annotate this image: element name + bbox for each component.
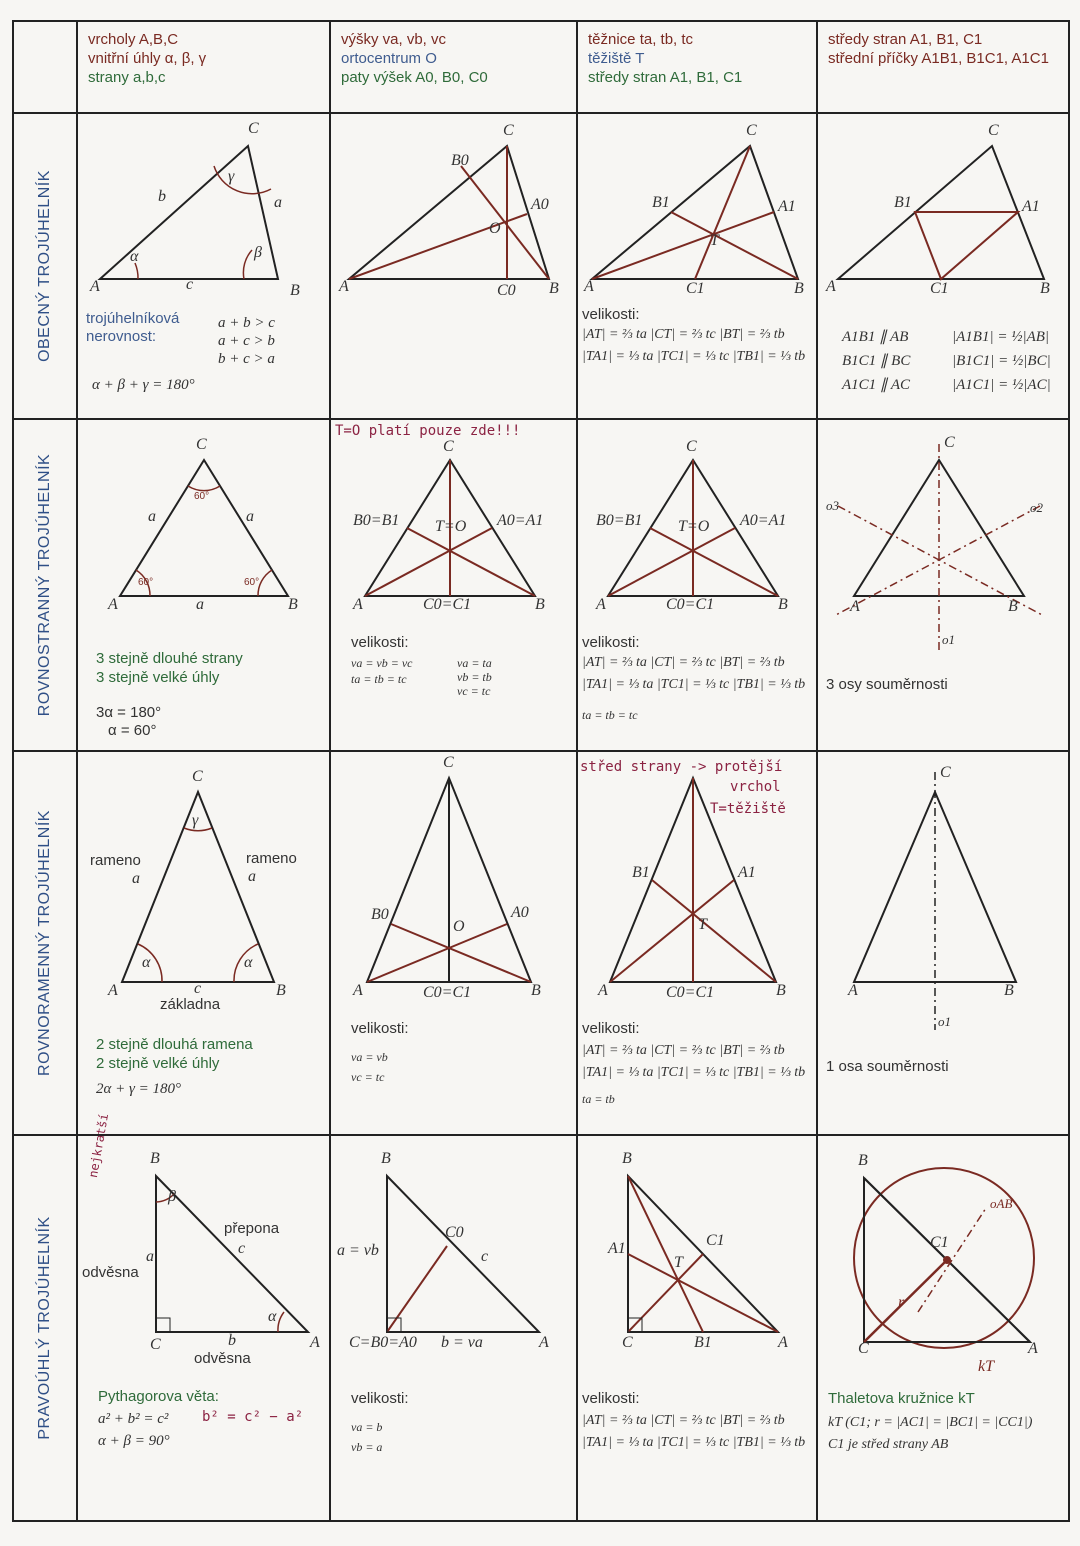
- side-c-label: c: [194, 980, 202, 997]
- vertex-b-label: B: [858, 1152, 868, 1169]
- header-line: těžnice ta, tb, tc: [588, 31, 694, 48]
- leg-label: odvěsna: [194, 1350, 251, 1367]
- radius-label: r: [898, 1294, 905, 1311]
- foot-a0-label: A0: [511, 904, 529, 921]
- centroid-ratio-2: |TA1| = ⅓ ta |TC1| = ⅓ tc |TB1| = ⅓ tb: [582, 1435, 806, 1450]
- row-isosceles: [13, 751, 1069, 1135]
- midpoint-c1-label: C1: [930, 1234, 949, 1251]
- axis-o1-label: o1: [938, 1014, 951, 1029]
- c0-c1-label: C0=C1: [666, 596, 715, 613]
- triangle-overview-sheet: [12, 20, 1068, 1520]
- vertex-c-label: C: [940, 764, 951, 781]
- leg-label-left: rameno: [90, 852, 141, 869]
- centroid-ratio-1: |AT| = ⅔ ta |CT| = ⅔ tc |BT| = ⅔ tb: [582, 327, 785, 342]
- vertex-b-label: B: [531, 982, 541, 999]
- midpoint-c1-label: C1: [686, 280, 705, 297]
- vertex-b-label: B: [549, 280, 559, 297]
- vertex-c-label: C: [746, 122, 757, 139]
- side-c-label: c: [481, 1248, 489, 1265]
- row-label-cell: [13, 751, 77, 1135]
- angle-equation: 2α + γ = 180°: [96, 1081, 182, 1097]
- symmetry-axes-text: 3 osy souměrnosti: [826, 676, 948, 693]
- vertex-b-label: B: [150, 1150, 160, 1167]
- header-medians: [577, 21, 817, 113]
- b-equals-va-label: b = va: [441, 1334, 483, 1351]
- inequality-2: a + c > b: [218, 333, 275, 349]
- midpoint-a1-label: A1: [778, 198, 796, 215]
- handwritten-note: vrchol: [730, 779, 781, 795]
- row-label: OBECNÝ TROJÚHELNÍK: [36, 170, 53, 362]
- equation-1: 3α = 180°: [96, 704, 162, 721]
- orthocenter-label: O: [453, 918, 465, 935]
- midpoint-b1-label: B1: [694, 1334, 712, 1351]
- vertex-a-label: A: [850, 598, 860, 615]
- vertex-c-label: C: [443, 754, 454, 771]
- general-heights-cell: [330, 113, 577, 419]
- vertex-a-label: A: [108, 982, 118, 999]
- equation-2: α = 60°: [108, 722, 157, 739]
- general-midlines-cell: [817, 113, 1069, 419]
- angle-60-label: 60°: [194, 491, 210, 502]
- centroid-ratio-2: |TA1| = ⅓ ta |TC1| = ⅓ tc |TB1| = ⅓ tb: [582, 349, 806, 364]
- axis-o3-label: o3: [826, 498, 839, 513]
- orthocenter-label: O: [489, 220, 501, 237]
- row-label-cell: [13, 1135, 77, 1521]
- vertex-a-label: A: [596, 596, 606, 613]
- isosceles-symmetry-cell: [817, 751, 1069, 1135]
- header-heights: [330, 21, 577, 113]
- sizes-title: velikosti:: [582, 1020, 640, 1037]
- midline-length-2: |B1C1| = ½|BC|: [952, 353, 1051, 369]
- side-c-label: c: [238, 1240, 246, 1257]
- vertex-a-label: A: [539, 1334, 549, 1351]
- vertex-a-label: A: [339, 278, 349, 295]
- header-line: vnitřní úhly α, β, γ: [88, 50, 207, 67]
- right-thales-cell: [817, 1135, 1069, 1521]
- b0-b1-label: B0=B1: [596, 512, 643, 529]
- right-triangle-diagram: [78, 1136, 331, 1386]
- centroid-ratio-2: |TA1| = ⅓ ta |TC1| = ⅓ tc |TB1| = ⅓ tb: [582, 677, 806, 692]
- circle-kt-label: kT: [978, 1358, 994, 1375]
- isosceles-medians-cell: [577, 751, 817, 1135]
- side-a-label: a: [248, 868, 256, 885]
- midpoint-a1-label: A1: [1022, 198, 1040, 215]
- header-general: [77, 21, 330, 113]
- vertex-c-label: C: [248, 120, 259, 137]
- hypotenuse-label: přepona: [224, 1220, 280, 1237]
- c0-c1-label: C0=C1: [423, 984, 472, 1001]
- centroid-ratio-1: |AT| = ⅔ ta |CT| = ⅔ tc |BT| = ⅔ tb: [582, 1413, 785, 1428]
- alpha-right-label: α: [244, 954, 253, 971]
- vertex-b-label: B: [1004, 982, 1014, 999]
- side-b-label: b: [228, 1332, 236, 1349]
- midpoint-b1-label: B1: [652, 194, 670, 211]
- sizes-title: velikosti:: [351, 634, 409, 651]
- isosceles-heights-cell: [330, 751, 577, 1135]
- height-eq-2: ta = tb = tc: [351, 672, 407, 686]
- vertex-c-label: C: [858, 1340, 869, 1357]
- axis-oab-label: oAB: [990, 1196, 1013, 1211]
- equal-legs-text: 2 stejně dlouhá ramena: [96, 1036, 253, 1053]
- general-medians-cell: [577, 113, 817, 419]
- vertex-b-label: B: [276, 982, 286, 999]
- triangle-table: [12, 20, 1070, 1522]
- midpoint-c1-label: C1: [706, 1232, 725, 1249]
- header-line: vrcholy A,B,C: [88, 31, 179, 48]
- parallel-2: B1C1 ∥ BC: [842, 353, 911, 369]
- equilateral-symmetry-cell: [817, 419, 1069, 751]
- vertex-c-label: C: [443, 438, 454, 455]
- thales-title: Thaletova kružnice kT: [828, 1390, 975, 1407]
- midline-length-3: |A1C1| = ½|AC|: [952, 377, 1051, 393]
- beta-label: β: [168, 1188, 176, 1205]
- a0-a1-label: A0=A1: [740, 512, 787, 529]
- equilateral-basic-cell: [77, 419, 330, 751]
- sizes-title: velikosti:: [582, 306, 640, 323]
- vertex-a-label: A: [778, 1334, 788, 1351]
- sizes-title: velikosti:: [582, 634, 640, 651]
- sizes-title: velikosti:: [582, 1390, 640, 1407]
- height-eq-1: va = vb: [351, 1050, 388, 1064]
- height-eq-2: vb = a: [351, 1440, 383, 1454]
- side-b-label: b: [158, 188, 166, 205]
- symmetry-axis-text: 1 osa souměrnosti: [826, 1058, 949, 1075]
- midpoint-c1-label: C1: [930, 280, 949, 297]
- midline-length-1: |A1B1| = ½|AB|: [952, 329, 1050, 345]
- foot-b0-label: B0: [371, 906, 389, 923]
- header-line: střední příčky A1B1, B1C1, A1C1: [828, 50, 1049, 67]
- header-line: středy stran A1, B1, C1: [588, 69, 743, 86]
- height-eq-5: vc = tc: [457, 684, 491, 698]
- median-eq: ta = tb: [582, 1092, 615, 1106]
- row-label: ROVNOSTRANNÝ TROJÚHELNÍK: [36, 453, 53, 717]
- angle-60-label: 60°: [244, 577, 260, 588]
- row-general: [13, 113, 1069, 419]
- leg-label: odvěsna: [82, 1264, 139, 1281]
- equal-sides-text: 3 stejně dlouhé strany: [96, 650, 243, 667]
- parallel-1: A1B1 ∥ AB: [842, 329, 909, 345]
- row-right: [13, 1135, 1069, 1521]
- centroid-label: T: [674, 1254, 683, 1271]
- side-c-label: c: [186, 276, 194, 293]
- vertex-b-label: B: [622, 1150, 632, 1167]
- pythagoras-equation: a² + b² = c²: [98, 1411, 169, 1427]
- vertex-a-label: A: [598, 982, 608, 999]
- centroid-ratio-1: |AT| = ⅔ ta |CT| = ⅔ tc |BT| = ⅔ tb: [582, 655, 785, 670]
- general-basic-cell: [77, 113, 330, 419]
- side-a-label: a: [146, 1248, 154, 1265]
- vertex-c-label: C: [192, 768, 203, 785]
- t-equals-o-label: T=O: [435, 518, 467, 535]
- foot-c0-label: C0: [445, 1224, 464, 1241]
- centroid-ratio-1: |AT| = ⅔ ta |CT| = ⅔ tc |BT| = ⅔ tb: [582, 1043, 785, 1058]
- angle-sum: α + β + γ = 180°: [92, 377, 195, 393]
- right-basic-cell: [77, 1112, 330, 1521]
- vertex-b-label: B: [290, 282, 300, 299]
- b0-b1-label: B0=B1: [353, 512, 400, 529]
- vertex-c-label: C: [622, 1334, 633, 1351]
- handwritten-note: T=těžiště: [710, 801, 786, 817]
- thales-midpoint: C1 je střed strany AB: [828, 1437, 949, 1452]
- t-equals-o-label: T=O: [678, 518, 710, 535]
- vertex-b-label: B: [1008, 598, 1018, 615]
- vertex-a-label: A: [353, 596, 363, 613]
- c0-c1-label: C0=C1: [666, 984, 715, 1001]
- header-line: středy stran A1, B1, C1: [828, 31, 983, 48]
- isosceles-basic-cell: [77, 751, 330, 1135]
- handwritten-note: T=O platí pouze zde!!!: [335, 423, 521, 439]
- vertex-b-label: B: [1040, 280, 1050, 297]
- equilateral-medians-cell: [577, 419, 817, 751]
- row-equilateral: [13, 419, 1069, 751]
- base-label: základna: [160, 996, 221, 1013]
- header-line: paty výšek A0, B0, C0: [341, 69, 488, 86]
- a0-a1-label: A0=A1: [497, 512, 544, 529]
- vertex-a-label: A: [848, 982, 858, 999]
- row-label: PRAVOÚHLÝ TROJÚHELNÍK: [36, 1216, 53, 1440]
- a-equals-vb-label: a = vb: [337, 1242, 379, 1259]
- right-medians-cell: [577, 1135, 817, 1521]
- equilateral-heights-cell: [330, 419, 577, 751]
- header-midlines: [817, 21, 1069, 113]
- header-line: výšky va, vb, vc: [341, 31, 447, 48]
- alpha-label: α: [268, 1308, 277, 1325]
- gamma-label: γ: [228, 168, 235, 185]
- thales-definition: kT (C1; r = |AC1| = |BC1| = |CC1|): [828, 1415, 1033, 1430]
- height-eq-1: va = b: [351, 1420, 383, 1434]
- height-eq-2: vc = tc: [351, 1070, 385, 1084]
- leg-label-right: rameno: [246, 850, 297, 867]
- foot-c0-label: C0: [497, 282, 516, 299]
- header-line: těžiště T: [588, 50, 645, 67]
- vertex-c-label: C: [988, 122, 999, 139]
- parallel-3: A1C1 ∥ AC: [842, 377, 911, 393]
- midpoint-a1-label: A1: [608, 1240, 626, 1257]
- axis-o1-label: o1: [942, 632, 955, 647]
- corner-cell: [13, 21, 77, 113]
- equal-angles-text: 3 stejně velké úhly: [96, 669, 220, 686]
- midpoint-b1-label: B1: [632, 864, 650, 881]
- inequality-3: b + c > a: [218, 351, 275, 367]
- right-heights-cell: [330, 1135, 577, 1521]
- side-b-label: a: [132, 870, 140, 887]
- side-b-label: a: [148, 508, 156, 525]
- side-a-label: a: [274, 194, 282, 211]
- handwritten-note: střed strany -> protější: [580, 759, 783, 775]
- vertex-a-label: A: [584, 278, 594, 295]
- vertex-c-label: C: [503, 122, 514, 139]
- isosceles-medians-diagram: [578, 752, 818, 1002]
- row-label: ROVNORAMENNÝ TROJÚHELNÍK: [36, 810, 53, 1076]
- header-row: [13, 21, 1069, 113]
- foot-b0-label: B0: [451, 152, 469, 169]
- row-label-cell: [13, 419, 77, 751]
- sizes-title: velikosti:: [351, 1390, 409, 1407]
- side-a-label: a: [246, 508, 254, 525]
- pythagoras-title: Pythagorova věta:: [98, 1388, 219, 1405]
- centroid-ratio-2: |TA1| = ⅓ ta |TC1| = ⅓ tc |TB1| = ⅓ tb: [582, 1065, 806, 1080]
- midpoint-b1-label: B1: [894, 194, 912, 211]
- handwritten-note: b² = c² − a²: [202, 1409, 304, 1425]
- c-b0-a0-label: C=B0=A0: [349, 1334, 417, 1351]
- general-heights-diagram: [331, 114, 578, 314]
- vertex-b-label: B: [776, 982, 786, 999]
- midpoint-a1-label: A1: [738, 864, 756, 881]
- side-c-label: a: [196, 596, 204, 613]
- vertex-c-label: C: [196, 436, 207, 453]
- median-eq: ta = tb = tc: [582, 708, 638, 722]
- foot-a0-label: A0: [531, 196, 549, 213]
- vertex-a-label: A: [310, 1334, 320, 1351]
- inequality-1: a + b > c: [218, 315, 275, 331]
- vertex-c-label: C: [944, 434, 955, 451]
- vertex-c-label: C: [150, 1336, 161, 1353]
- centroid-label: T: [698, 916, 707, 933]
- handwritten-note: nejkratší: [85, 1112, 112, 1179]
- inequality-title: trojúhelníková nerovnost:: [86, 310, 180, 345]
- height-eq-4: vb = tb: [457, 670, 492, 684]
- vertex-b-label: B: [381, 1150, 391, 1167]
- isosceles-triangle-diagram: [78, 752, 331, 1002]
- sizes-title: velikosti:: [351, 1020, 409, 1037]
- beta-label: β: [254, 244, 262, 261]
- vertex-b-label: B: [535, 596, 545, 613]
- centroid-label: T: [710, 232, 719, 249]
- gamma-label: γ: [192, 812, 199, 829]
- row-label-cell: [13, 113, 77, 419]
- isosceles-heights-diagram: [331, 752, 578, 1002]
- c0-c1-label: C0=C1: [423, 596, 472, 613]
- vertex-a-label: A: [353, 982, 363, 999]
- header-line: strany a,b,c: [88, 69, 166, 86]
- vertex-b-label: B: [288, 596, 298, 613]
- alpha-left-label: α: [142, 954, 151, 971]
- height-eq-1: va = vb = vc: [351, 656, 413, 670]
- equal-angles-text: 2 stejně velké úhly: [96, 1055, 220, 1072]
- axis-o2-label: o2: [1030, 500, 1043, 515]
- angle-60-label: 60°: [138, 577, 154, 588]
- header-line: ortocentrum O: [341, 50, 437, 67]
- vertex-a-label: A: [826, 278, 836, 295]
- vertex-c-label: C: [686, 438, 697, 455]
- height-eq-3: va = ta: [457, 656, 492, 670]
- vertex-a-label: A: [108, 596, 118, 613]
- vertex-b-label: B: [778, 596, 788, 613]
- vertex-a-label: A: [90, 278, 100, 295]
- angle-equation: α + β = 90°: [98, 1433, 170, 1449]
- alpha-label: α: [130, 248, 139, 265]
- vertex-b-label: B: [794, 280, 804, 297]
- vertex-a-label: A: [1028, 1340, 1038, 1357]
